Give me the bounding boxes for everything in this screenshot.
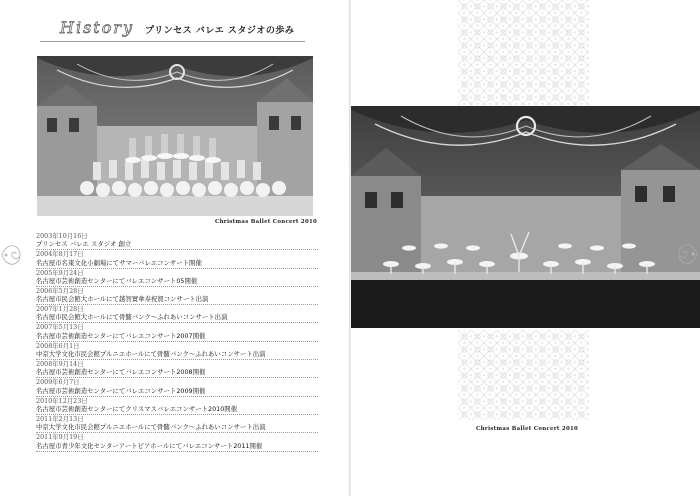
timeline-item [36, 287, 318, 305]
timeline-item [36, 342, 318, 360]
stage-photo-caption: Christmas Ballet Concert 2010 [476, 426, 579, 432]
history-timeline [36, 232, 326, 452]
timeline-event: 名古屋市芸術創造センターにてバレエコンサート05開催 [36, 277, 318, 287]
timeline-event: 名古屋市芸術創造センターにてバレエコンサート2007開催 [36, 332, 318, 342]
timeline-item [36, 415, 318, 433]
history-script-title: History [60, 18, 135, 37]
timeline-event: 名古屋市芸術創造センターにてクリスマスバレエコンサート2010開催 [36, 405, 318, 415]
timeline-item [36, 269, 318, 287]
timeline-event: 名古屋市芸術創造センターにてバレエコンサート2008開催 [36, 368, 318, 378]
timeline-item [36, 378, 318, 396]
timeline-item [36, 250, 318, 268]
timeline-item [36, 305, 318, 323]
lace-pattern-top [458, 0, 589, 106]
timeline-date: 2008年6月1日 [36, 341, 80, 350]
header-rule [40, 41, 305, 42]
stage-photo-image [351, 106, 700, 328]
group-photo-caption: Christmas Ballet Concert 2010 [215, 219, 318, 225]
timeline-item [36, 232, 318, 250]
timeline-date: 2010年12月23日 [36, 396, 88, 405]
timeline-event: 名古屋市芸術創造センターにてバレエコンサート2009開催 [36, 387, 318, 397]
timeline-date: 2007年1月28日 [36, 305, 84, 314]
timeline-event: 名古屋市青少年文化センターアートピアホールにてバレエコンサート2011開催 [36, 442, 318, 452]
page-title: プリンセス バレエ スタジオの歩み [145, 26, 295, 36]
timeline-event: 中京大学文化市民会館プルニエホールにて骨髄バンク～ふれあいコンサート出演 [36, 350, 318, 360]
timeline-event: プリンセス バレエ スタジオ 創立 [36, 240, 318, 250]
timeline-date: 2011年2月13日 [36, 414, 84, 423]
stage-photo [351, 106, 700, 328]
group-photo-image [37, 56, 313, 216]
timeline-date: 2003年10月16日 [36, 232, 88, 240]
timeline-event: 名古屋市民会館大ホールにて越智實傘寿祝賀コンサート出演 [36, 295, 318, 305]
timeline-item [36, 323, 318, 341]
lace-pattern-bottom [458, 330, 589, 420]
timeline-item [36, 433, 318, 451]
timeline-item [36, 360, 318, 378]
timeline-date: 2009年6月7日 [36, 378, 80, 387]
group-photo [37, 56, 313, 216]
flourish-ornament-icon [675, 238, 699, 270]
timeline-date: 2008年9月14日 [36, 360, 84, 369]
left-page [0, 0, 349, 496]
timeline-date: 2005年9月24日 [36, 268, 84, 277]
flourish-ornament-icon [0, 239, 24, 271]
timeline-date: 2006年5月28日 [36, 286, 84, 295]
timeline-date: 2004年8月17日 [36, 250, 84, 259]
timeline-item [36, 397, 318, 415]
timeline-event: 名古屋市民会館大ホールにて骨髄バンク～ふれあいコンサート出演 [36, 313, 318, 323]
timeline-date: 2007年5月13日 [36, 323, 84, 332]
timeline-date: 2011年9月19日 [36, 433, 84, 442]
timeline-event: 中京大学文化市民会館プルニエホールにて骨髄バンク～ふれあいコンサート出演 [36, 423, 318, 433]
timeline-event: 名古屋市名東文化小劇場にてサマーバレエコンサート開催 [36, 259, 318, 269]
